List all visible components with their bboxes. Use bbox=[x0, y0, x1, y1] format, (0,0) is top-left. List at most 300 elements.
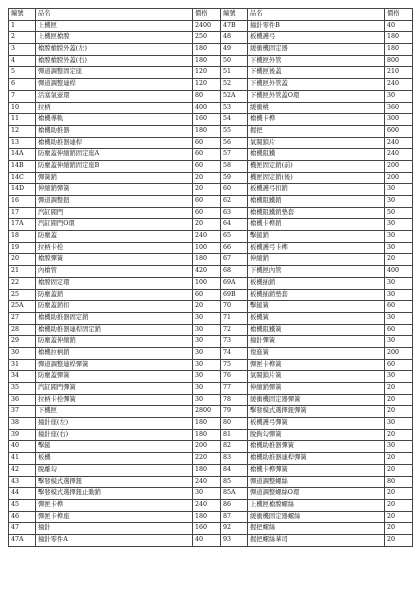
part-price-right: 20 bbox=[385, 499, 413, 511]
part-price-left: 120 bbox=[193, 79, 221, 91]
part-price-right: 20 bbox=[385, 394, 413, 406]
part-number-left: 14A bbox=[9, 149, 36, 161]
part-number-right: 68 bbox=[221, 266, 248, 278]
part-number-right: 85 bbox=[221, 476, 248, 488]
part-number-left: 16 bbox=[9, 196, 36, 208]
part-price-right: 60 bbox=[385, 324, 413, 336]
part-number-left: 21 bbox=[9, 266, 36, 278]
part-name-right: 下機匣後蓋 bbox=[248, 67, 385, 79]
part-price-left: 60 bbox=[193, 207, 221, 219]
part-name-left: 板機 bbox=[36, 453, 193, 465]
part-price-right: 200 bbox=[385, 347, 413, 359]
part-name-right: 機匣固定銷(後) bbox=[248, 172, 385, 184]
part-name-left: 活塞氣壺環 bbox=[36, 90, 193, 102]
part-price-right: 20 bbox=[385, 464, 413, 476]
part-name-left: 防塵蓋伸縮銷 bbox=[36, 336, 193, 348]
part-number-right: 65 bbox=[221, 231, 248, 243]
part-number-left: 6 bbox=[9, 79, 36, 91]
part-number-left: 20 bbox=[9, 254, 36, 266]
table-row bbox=[9, 394, 413, 406]
table-row bbox=[9, 196, 413, 208]
part-price-right: 20 bbox=[385, 406, 413, 418]
table-row bbox=[9, 453, 413, 465]
part-number-right: 93 bbox=[221, 534, 248, 546]
part-name-left: 汽缸閥門彈簧 bbox=[36, 383, 193, 395]
part-price-left: 2800 bbox=[193, 406, 221, 418]
part-name-left: 下機匣 bbox=[36, 406, 193, 418]
part-price-right: 20 bbox=[385, 488, 413, 500]
table-row bbox=[9, 418, 413, 430]
table-row bbox=[9, 219, 413, 231]
part-number-right: 67 bbox=[221, 254, 248, 266]
part-price-right: 180 bbox=[385, 32, 413, 44]
part-price-left: 180 bbox=[193, 429, 221, 441]
part-number-left: 14D bbox=[9, 184, 36, 196]
table-row bbox=[9, 231, 413, 243]
part-number-left: 12 bbox=[9, 125, 36, 137]
part-price-left: 240 bbox=[193, 499, 221, 511]
part-number-right: 71 bbox=[221, 312, 248, 324]
part-number-left: 17 bbox=[9, 207, 36, 219]
part-price-right: 30 bbox=[385, 184, 413, 196]
part-name-right: 板機插銷 bbox=[248, 277, 385, 289]
part-number-left: 5 bbox=[9, 67, 36, 79]
part-price-left: 180 bbox=[193, 511, 221, 523]
table-row bbox=[9, 441, 413, 453]
part-name-right: 板機護弓彈簧 bbox=[248, 418, 385, 430]
part-price-right: 80 bbox=[385, 476, 413, 488]
part-number-right: 81 bbox=[221, 429, 248, 441]
part-number-left: 34 bbox=[9, 371, 36, 383]
part-price-left: 30 bbox=[193, 312, 221, 324]
part-name-left: 撞針座(右) bbox=[36, 429, 193, 441]
part-name-left: 撞針 bbox=[36, 523, 193, 535]
table-row bbox=[9, 312, 413, 324]
part-price-left: 2400 bbox=[193, 20, 221, 32]
part-price-right: 30 bbox=[385, 196, 413, 208]
part-number-right: 84 bbox=[221, 464, 248, 476]
part-number-right: 57 bbox=[221, 149, 248, 161]
part-price-left: 60 bbox=[193, 149, 221, 161]
part-price-right: 240 bbox=[385, 149, 413, 161]
part-price-right: 600 bbox=[385, 125, 413, 137]
part-number-right: 54 bbox=[221, 114, 248, 126]
part-number-right: 77 bbox=[221, 383, 248, 395]
part-number-left: 11 bbox=[9, 114, 36, 126]
part-name-left: 拉柄 bbox=[36, 102, 193, 114]
part-price-left: 60 bbox=[193, 196, 221, 208]
part-name-left: 槍機拉柄銷 bbox=[36, 347, 193, 359]
part-name-right: 板機插銷墊套 bbox=[248, 289, 385, 301]
part-price-left: 60 bbox=[193, 160, 221, 172]
table-row bbox=[9, 534, 413, 546]
part-name-right: 緩衝機固定器螺絲 bbox=[248, 511, 385, 523]
table-row bbox=[9, 90, 413, 102]
part-price-left: 60 bbox=[193, 289, 221, 301]
part-number-left: 37 bbox=[9, 406, 36, 418]
part-name-right: 伸縮銷 bbox=[248, 254, 385, 266]
part-price-right: 20 bbox=[385, 523, 413, 535]
part-number-left: 47 bbox=[9, 523, 36, 535]
part-number-right: 75 bbox=[221, 359, 248, 371]
part-name-right: 氣閥鎖片簧 bbox=[248, 371, 385, 383]
table-row bbox=[9, 406, 413, 418]
part-name-left: 汽缸閥門O環 bbox=[36, 219, 193, 231]
part-name-right: 撞針彈簧 bbox=[248, 336, 385, 348]
part-price-right: 240 bbox=[385, 79, 413, 91]
part-number-right: 80 bbox=[221, 418, 248, 430]
part-price-right: 20 bbox=[385, 254, 413, 266]
part-price-right: 360 bbox=[385, 102, 413, 114]
table-row bbox=[9, 266, 413, 278]
part-price-right: 20 bbox=[385, 511, 413, 523]
part-number-right: 66 bbox=[221, 242, 248, 254]
part-number-left: 36 bbox=[9, 394, 36, 406]
part-price-right: 30 bbox=[385, 336, 413, 348]
header-price-left: 價格 bbox=[193, 9, 221, 21]
part-number-right: 76 bbox=[221, 371, 248, 383]
part-number-right: 56 bbox=[221, 137, 248, 149]
part-name-right: 槍機卡榫 bbox=[248, 114, 385, 126]
part-price-right: 20 bbox=[385, 429, 413, 441]
part-name-left: 防塵蓋伸縮銷固定座B bbox=[36, 160, 193, 172]
part-number-left: 42 bbox=[9, 464, 36, 476]
part-price-right: 240 bbox=[385, 137, 413, 149]
part-number-right: 78 bbox=[221, 394, 248, 406]
part-price-left: 180 bbox=[193, 254, 221, 266]
part-price-left: 30 bbox=[193, 336, 221, 348]
table-row bbox=[9, 44, 413, 56]
part-number-left: 44 bbox=[9, 488, 36, 500]
part-name-left: 脫離勾 bbox=[36, 464, 193, 476]
part-name-left: 上機匣槍膛 bbox=[36, 32, 193, 44]
part-name-right: 槍機卡榫銷 bbox=[248, 219, 385, 231]
table-row bbox=[9, 114, 413, 126]
table-row bbox=[9, 371, 413, 383]
part-name-right: 擊發模式選擇鈕彈簧 bbox=[248, 406, 385, 418]
part-number-left: 4 bbox=[9, 55, 36, 67]
part-number-left: 18 bbox=[9, 231, 36, 243]
part-price-right: 30 bbox=[385, 90, 413, 102]
part-price-right: 30 bbox=[385, 371, 413, 383]
table-row bbox=[9, 476, 413, 488]
part-name-right: 機匣固定銷(前) bbox=[248, 160, 385, 172]
header-name-right: 品名 bbox=[248, 9, 385, 21]
part-name-right: 槍機阻鐵銷墊套 bbox=[248, 207, 385, 219]
table-row bbox=[9, 160, 413, 172]
part-number-left: 19 bbox=[9, 242, 36, 254]
part-number-right: 55 bbox=[221, 125, 248, 137]
part-price-left: 160 bbox=[193, 114, 221, 126]
part-number-left: 40 bbox=[9, 441, 36, 453]
part-number-left: 31 bbox=[9, 359, 36, 371]
part-name-left: 彈道調整連桿 bbox=[36, 79, 193, 91]
part-number-left: 46 bbox=[9, 511, 36, 523]
part-price-left: 30 bbox=[193, 488, 221, 500]
table-row bbox=[9, 172, 413, 184]
part-number-left: 10 bbox=[9, 102, 36, 114]
part-name-left: 槍膛槍膛外蓋(右) bbox=[36, 55, 193, 67]
header-number-left: 編號 bbox=[9, 9, 36, 21]
part-number-left: 22 bbox=[9, 277, 36, 289]
part-price-left: 30 bbox=[193, 359, 221, 371]
part-name-left: 防塵蓋伸縮銷固定座A bbox=[36, 149, 193, 161]
part-number-right: 53 bbox=[221, 102, 248, 114]
part-number-right: 52 bbox=[221, 79, 248, 91]
part-number-right: 72 bbox=[221, 324, 248, 336]
part-number-left: 14B bbox=[9, 160, 36, 172]
table-row bbox=[9, 207, 413, 219]
table-row bbox=[9, 67, 413, 79]
part-price-left: 30 bbox=[193, 347, 221, 359]
part-name-right: 下機匣內管 bbox=[248, 266, 385, 278]
part-number-left: 38 bbox=[9, 418, 36, 430]
part-name-left: 槍機助推器 bbox=[36, 125, 193, 137]
part-price-left: 20 bbox=[193, 301, 221, 313]
part-number-right: 62 bbox=[221, 196, 248, 208]
part-name-right: 槍機阻鐵銷 bbox=[248, 196, 385, 208]
part-price-left: 30 bbox=[193, 394, 221, 406]
part-price-left: 420 bbox=[193, 266, 221, 278]
table-row bbox=[9, 488, 413, 500]
part-number-right: 79 bbox=[221, 406, 248, 418]
part-name-left: 拉柄卡栓彈簧 bbox=[36, 394, 193, 406]
table-row bbox=[9, 102, 413, 114]
part-price-left: 400 bbox=[193, 102, 221, 114]
table-row bbox=[9, 464, 413, 476]
part-name-left: 防塵蓋銷 bbox=[36, 289, 193, 301]
part-price-left: 20 bbox=[193, 219, 221, 231]
part-name-right: 槍機阻鐵簧 bbox=[248, 324, 385, 336]
part-name-right: 槍機助推器連桿彈簧 bbox=[248, 453, 385, 465]
part-name-left: 彈匣卡榫座 bbox=[36, 511, 193, 523]
part-number-right: 52A bbox=[221, 90, 248, 102]
part-name-left: 槍膛固定環 bbox=[36, 277, 193, 289]
part-name-right: 下機匣外管蓋O環 bbox=[248, 90, 385, 102]
table-row bbox=[9, 184, 413, 196]
table-row bbox=[9, 523, 413, 535]
part-number-right: 87 bbox=[221, 511, 248, 523]
part-price-left: 160 bbox=[193, 523, 221, 535]
part-name-right: 撞針零件B bbox=[248, 20, 385, 32]
part-number-right: 73 bbox=[221, 336, 248, 348]
part-name-right: 板機護弓扣銷 bbox=[248, 184, 385, 196]
part-price-left: 180 bbox=[193, 55, 221, 67]
part-price-right: 40 bbox=[385, 20, 413, 32]
part-price-right: 20 bbox=[385, 534, 413, 546]
header-name-left: 品名 bbox=[36, 9, 193, 21]
part-price-right: 50 bbox=[385, 207, 413, 219]
part-number-left: 29 bbox=[9, 336, 36, 348]
part-name-right: 握把 bbox=[248, 125, 385, 137]
part-name-left: 槍機助推器連桿 bbox=[36, 137, 193, 149]
part-name-right: 氣閥鎖片 bbox=[248, 137, 385, 149]
part-price-right: 60 bbox=[385, 359, 413, 371]
part-number-left: 13 bbox=[9, 137, 36, 149]
part-number-right: 83 bbox=[221, 453, 248, 465]
part-name-left: 彈道調整連桿彈簧 bbox=[36, 359, 193, 371]
part-price-right: 30 bbox=[385, 242, 413, 254]
parts-price-table bbox=[8, 8, 413, 547]
part-price-left: 180 bbox=[193, 44, 221, 56]
part-price-left: 220 bbox=[193, 453, 221, 465]
part-number-left: 47A bbox=[9, 534, 36, 546]
part-number-right: 49 bbox=[221, 44, 248, 56]
part-number-left: 30 bbox=[9, 347, 36, 359]
part-name-left: 內槍管 bbox=[36, 266, 193, 278]
part-name-right: 槍機助推器彈簧 bbox=[248, 441, 385, 453]
table-row bbox=[9, 32, 413, 44]
part-price-left: 30 bbox=[193, 324, 221, 336]
part-number-right: 63 bbox=[221, 207, 248, 219]
part-number-left: 45 bbox=[9, 499, 36, 511]
part-name-right: 伸縮銷彈簧 bbox=[248, 383, 385, 395]
table-row bbox=[9, 499, 413, 511]
part-number-left: 35 bbox=[9, 383, 36, 395]
part-number-right: 48 bbox=[221, 32, 248, 44]
part-name-right: 擊鎚銷 bbox=[248, 231, 385, 243]
part-price-right: 200 bbox=[385, 172, 413, 184]
part-number-left: 1 bbox=[9, 20, 36, 32]
part-price-left: 80 bbox=[193, 90, 221, 102]
part-name-left: 防塵蓋 bbox=[36, 231, 193, 243]
part-name-left: 伸縮銷彈簧 bbox=[36, 184, 193, 196]
part-number-left: 43 bbox=[9, 476, 36, 488]
part-name-left: 擊發模式選擇鈕 bbox=[36, 476, 193, 488]
part-number-right: 74 bbox=[221, 347, 248, 359]
part-name-right: 握把螺絲華司 bbox=[248, 534, 385, 546]
part-name-left: 槍膛槍膛外蓋(左) bbox=[36, 44, 193, 56]
part-number-right: 70 bbox=[221, 301, 248, 313]
part-number-right: 69B bbox=[221, 289, 248, 301]
part-name-right: 下機匣外管 bbox=[248, 55, 385, 67]
part-name-left: 撞針座(左) bbox=[36, 418, 193, 430]
part-price-left: 20 bbox=[193, 184, 221, 196]
part-name-left: 彈道調整鈕 bbox=[36, 196, 193, 208]
part-name-right: 下機匣外管蓋 bbox=[248, 79, 385, 91]
part-price-left: 200 bbox=[193, 441, 221, 453]
table-header-row bbox=[9, 9, 413, 21]
table-row bbox=[9, 125, 413, 137]
part-name-left: 槍膛彈簧 bbox=[36, 254, 193, 266]
part-number-left: 41 bbox=[9, 453, 36, 465]
part-number-left: 39 bbox=[9, 429, 36, 441]
part-number-right: 47B bbox=[221, 20, 248, 32]
part-name-right: 緩衝桃 bbox=[248, 102, 385, 114]
table-row bbox=[9, 429, 413, 441]
part-price-left: 40 bbox=[193, 534, 221, 546]
part-price-right: 30 bbox=[385, 312, 413, 324]
part-number-right: 92 bbox=[221, 523, 248, 535]
part-price-left: 30 bbox=[193, 371, 221, 383]
part-price-right: 60 bbox=[385, 301, 413, 313]
table-row bbox=[9, 324, 413, 336]
part-price-left: 100 bbox=[193, 242, 221, 254]
part-name-right: 緩衝機固定器彈簧 bbox=[248, 394, 385, 406]
table-row bbox=[9, 137, 413, 149]
part-price-right: 20 bbox=[385, 383, 413, 395]
part-price-right: 20 bbox=[385, 453, 413, 465]
part-price-right: 210 bbox=[385, 67, 413, 79]
part-name-left: 槍機助推器固定銷 bbox=[36, 312, 193, 324]
table-row bbox=[9, 242, 413, 254]
part-name-left: 拉柄卡栓 bbox=[36, 242, 193, 254]
part-name-left: 防塵蓋銷扣 bbox=[36, 301, 193, 313]
part-name-right: 彈道調整螺絲 bbox=[248, 476, 385, 488]
table-row bbox=[9, 347, 413, 359]
table-row bbox=[9, 20, 413, 32]
part-price-right: 400 bbox=[385, 266, 413, 278]
part-price-left: 250 bbox=[193, 32, 221, 44]
table-row bbox=[9, 336, 413, 348]
part-number-left: 25A bbox=[9, 301, 36, 313]
part-name-right: 板機護弓 bbox=[248, 32, 385, 44]
part-number-right: 86 bbox=[221, 499, 248, 511]
part-name-left: 彈道調整固定座 bbox=[36, 67, 193, 79]
part-price-right: 30 bbox=[385, 231, 413, 243]
table-row bbox=[9, 511, 413, 523]
part-number-right: 82 bbox=[221, 441, 248, 453]
part-price-right: 300 bbox=[385, 114, 413, 126]
part-name-right: 槍機卡榫彈簧 bbox=[248, 464, 385, 476]
part-price-left: 240 bbox=[193, 476, 221, 488]
part-number-left: 25 bbox=[9, 289, 36, 301]
part-name-right: 板機護弓卡榫 bbox=[248, 242, 385, 254]
part-name-left: 槍機導軌 bbox=[36, 114, 193, 126]
table-row bbox=[9, 254, 413, 266]
part-number-right: 50 bbox=[221, 55, 248, 67]
part-price-right: 180 bbox=[385, 44, 413, 56]
part-name-right: 擊鎚簧 bbox=[248, 301, 385, 313]
header-price-right: 價格 bbox=[385, 9, 413, 21]
part-number-right: 51 bbox=[221, 67, 248, 79]
part-number-right: 85A bbox=[221, 488, 248, 500]
part-name-right: 彈道調整螺絲O環 bbox=[248, 488, 385, 500]
part-price-left: 100 bbox=[193, 277, 221, 289]
table-row bbox=[9, 149, 413, 161]
part-number-right: 59 bbox=[221, 172, 248, 184]
part-price-right: 30 bbox=[385, 289, 413, 301]
part-price-right: 30 bbox=[385, 277, 413, 289]
part-name-right: 板機簧 bbox=[248, 312, 385, 324]
part-price-right: 30 bbox=[385, 219, 413, 231]
part-price-left: 30 bbox=[193, 383, 221, 395]
part-name-left: 撞針零件A bbox=[36, 534, 193, 546]
part-name-left: 槍機助推器連桿固定銷 bbox=[36, 324, 193, 336]
part-price-left: 120 bbox=[193, 67, 221, 79]
part-price-left: 60 bbox=[193, 137, 221, 149]
part-number-left: 2 bbox=[9, 32, 36, 44]
part-number-left: 3 bbox=[9, 44, 36, 56]
part-number-left: 14C bbox=[9, 172, 36, 184]
part-name-left: 擊鎚 bbox=[36, 441, 193, 453]
part-name-right: 握把螺絲 bbox=[248, 523, 385, 535]
part-price-right: 30 bbox=[385, 441, 413, 453]
part-name-left: 彈簧銷 bbox=[36, 172, 193, 184]
part-price-right: 800 bbox=[385, 55, 413, 67]
part-name-right: 脫鉤勾彈簧 bbox=[248, 429, 385, 441]
part-name-right: 復進簧 bbox=[248, 347, 385, 359]
part-price-right: 30 bbox=[385, 418, 413, 430]
part-number-right: 58 bbox=[221, 160, 248, 172]
part-price-right: 200 bbox=[385, 160, 413, 172]
part-name-right: 上機匣槍膛螺絲 bbox=[248, 499, 385, 511]
part-price-left: 180 bbox=[193, 125, 221, 137]
part-number-left: 27 bbox=[9, 312, 36, 324]
part-number-right: 69A bbox=[221, 277, 248, 289]
part-price-left: 20 bbox=[193, 172, 221, 184]
table-row bbox=[9, 383, 413, 395]
